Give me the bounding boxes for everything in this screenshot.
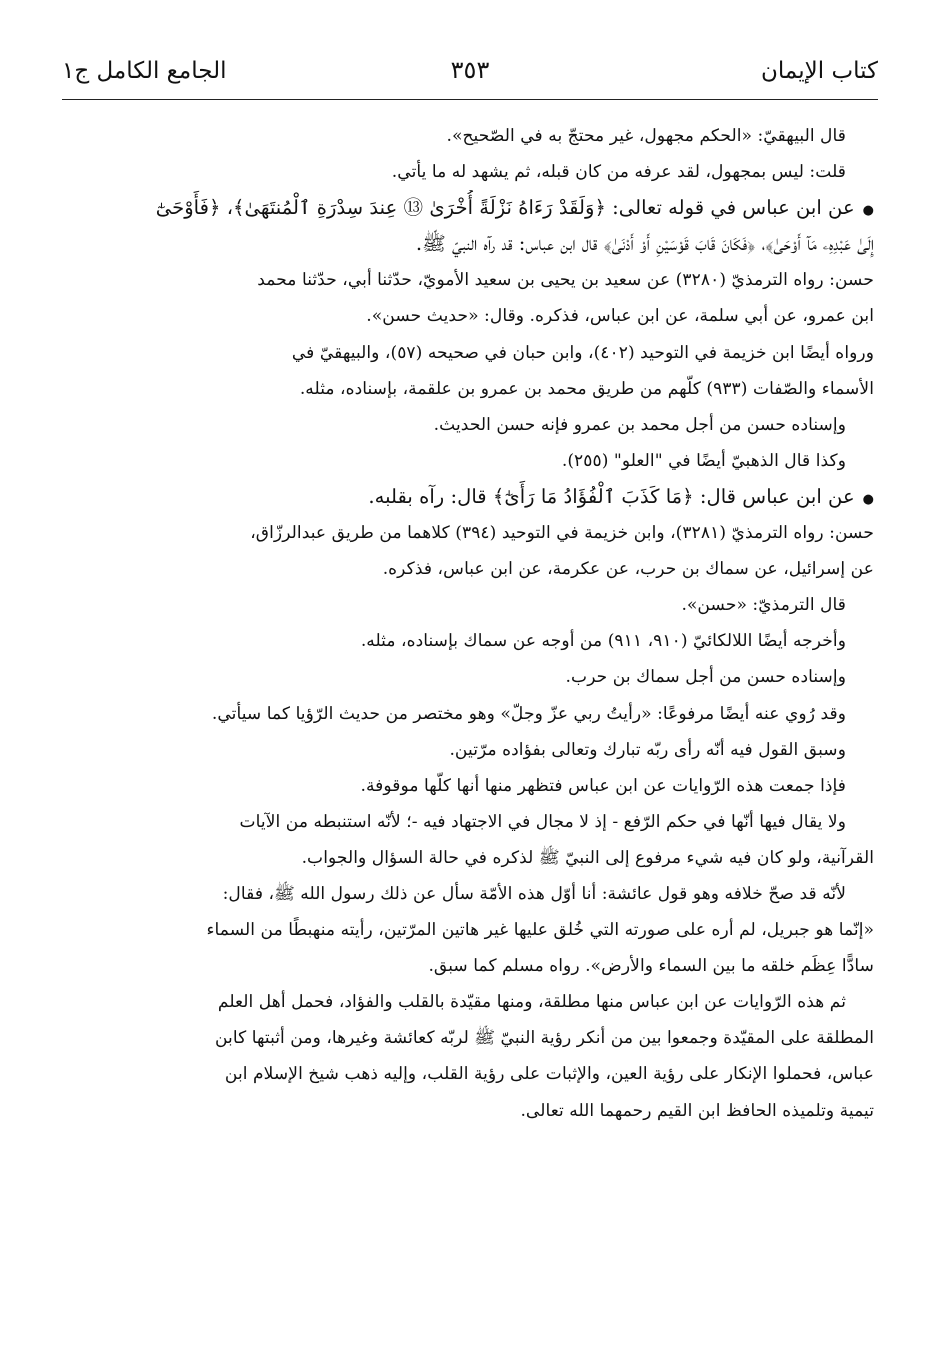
- takhrij-line: لأنّه قد صحّ خلافه وهو قول عائشة: أنا أوّل هذه الأمّة سأل عن ذلك رسول الله ﷺ، فقال:: [222, 883, 846, 904]
- takhrij-line: تيمية وتلميذه الحافظ ابن القيم رحمهما الله تعالى.: [520, 1100, 874, 1121]
- page-body: [58, 118, 874, 1129]
- takhrij-line: القرآنية، ولو كان فيه شيء مرفوع إلى النبيّ ﷺ لذكره في حالة السؤال والجواب.: [301, 847, 874, 868]
- takhrij-line: ابن عمرو، عن أبي سلمة، عن ابن عباس، فذكره. وقال: «حديث حسن».: [366, 306, 874, 327]
- takhrij-line: ولا يقال فيها أنّها في حكم الرّفع - إذ لا مجال في الاجتهاد فيه -؛ لأنّه استنبطه من الآيات: [239, 811, 846, 832]
- takhrij-line: وكذا قال الذهبيّ أيضًا في "العلو" (٢٥٥).: [561, 450, 846, 471]
- takhrij-line: عن إسرائيل، عن سماك بن حرب، عن عكرمة، عن ابن عباس، فذكره.: [382, 559, 874, 580]
- hadith-text: عن ابن عباس في قوله تعالى: ﴿وَلَقَدْ رَءَاهُ نَزْلَةً أُخْرَىٰ ⑬ عِندَ سِدْرَةِ ٱلْمُنتَهَىٰ﴾، ﴿فَأَوْحَىٰٓ: [155, 196, 855, 220]
- takhrij-line: «إنّما هو جبريل، لم أره على صورته التي خُلق عليها غير هاتين المرّتين، رأيته منهبطًا من السماء: [206, 920, 874, 941]
- chapter-title: كتاب الإيمان: [761, 58, 878, 84]
- takhrij-line: وقد رُوي عنه أيضًا مرفوعًا: «رأيتُ ربي عزّ وجلّ» وهو مختصر من حديث الرّؤيا كما سيأتي.: [211, 703, 846, 724]
- takhrij-line: عباس، فحملوا الإنكار على رؤية العين، والإثبات على رؤية القلب، وإليه ذهب شيخ الإسلام ابن: [224, 1064, 874, 1085]
- takhrij-line: المطلقة على المقيّدة وجمعوا بين من أنكر رؤية النبيّ ﷺ لربّه كعائشة وغيرها، ومن أثبتها كابن: [214, 1028, 874, 1049]
- header-rule: [62, 99, 878, 100]
- book-title: الجامع الكامل ج١: [62, 58, 227, 84]
- takhrij-line: ثم هذه الرّوايات عن ابن عباس منها مطلقة، ومنها مقيّدة بالقلب والفؤاد، فحمل أهل العلم: [217, 992, 846, 1013]
- takhrij-line: ورواه أيضًا ابن خزيمة في التوحيد (٤٠٢)، وابن حبان في صحيحه (٥٧)، والبيهقيّ في: [291, 342, 874, 363]
- takhrij-line: الأسماء والصّفات (٩٣٣) كلّهم من طريق محمد بن عمرو بن علقمة، بإسناده، مثله.: [299, 378, 874, 399]
- page-header: [62, 52, 878, 100]
- bullet-icon: ●: [862, 491, 874, 507]
- text-line: قال البيهقيّ: «الحكم مجهول، غير محتجّ به في الصّحيح».: [446, 126, 846, 146]
- takhrij-line: وسبق القول فيه أنّه رأى ربّه تبارك وتعالى بفؤاده مرّتين.: [449, 739, 846, 760]
- takhrij-line: وإسناده حسن من أجل سماك بن حرب.: [565, 667, 846, 688]
- text-line: قلت: ليس بمجهول، لقد عرفه من كان قبله، ثم يشهد له ما يأتي.: [391, 162, 846, 183]
- takhrij-line: حسن: رواه الترمذيّ (٣٢٨١)، وابن خزيمة في التوحيد (٣٩٤) كلاهما من طريق عبدالرزّاق،: [250, 523, 874, 544]
- takhrij-line: قال الترمذيّ: «حسن».: [681, 595, 846, 616]
- hadith-text: عن ابن عباس قال: ﴿مَا كَذَبَ ٱلْفُؤَادُ مَا رَأَىٰٓ﴾ قال: رآه بقلبه.: [368, 484, 855, 508]
- takhrij-line: وأخرجه أيضًا اللالكائيّ (٩١٠، ٩١١) من أوجه عن سماك بإسناده، مثله.: [360, 631, 846, 652]
- takhrij-line: وإسناده حسن من أجل محمد بن عمرو فإنه حسن الحديث.: [433, 414, 846, 435]
- hadith-line: [58, 479, 874, 515]
- hadith-line: إِلَىٰ عَبْدِهِۦ مَآ أَوْحَىٰ﴾، ﴿فَكَانَ قَابَ قَوْسَيْنِ أَوْ أَدْنَىٰ﴾ قال ابن عباس: قد رآه النبيّ ﷺ.: [415, 232, 874, 256]
- takhrij-line: سادًّا عِظَم خلقه ما بين السماء والأرض». رواه مسلم كما سبق.: [428, 956, 874, 977]
- bullet-icon: ●: [862, 203, 874, 219]
- takhrij-line: حسن: رواه الترمذيّ (٣٢٨٠) عن سعيد بن يحيى بن سعيد الأمويّ، حدّثنا أبي، حدّثنا محمد: [257, 270, 874, 291]
- takhrij-line: فإذا جمعت هذه الرّوايات عن ابن عباس فتظهر منها أنها كلّها موقوفة.: [360, 775, 846, 796]
- page-number: ٣٥٣: [450, 56, 490, 84]
- hadith-line: [58, 190, 874, 226]
